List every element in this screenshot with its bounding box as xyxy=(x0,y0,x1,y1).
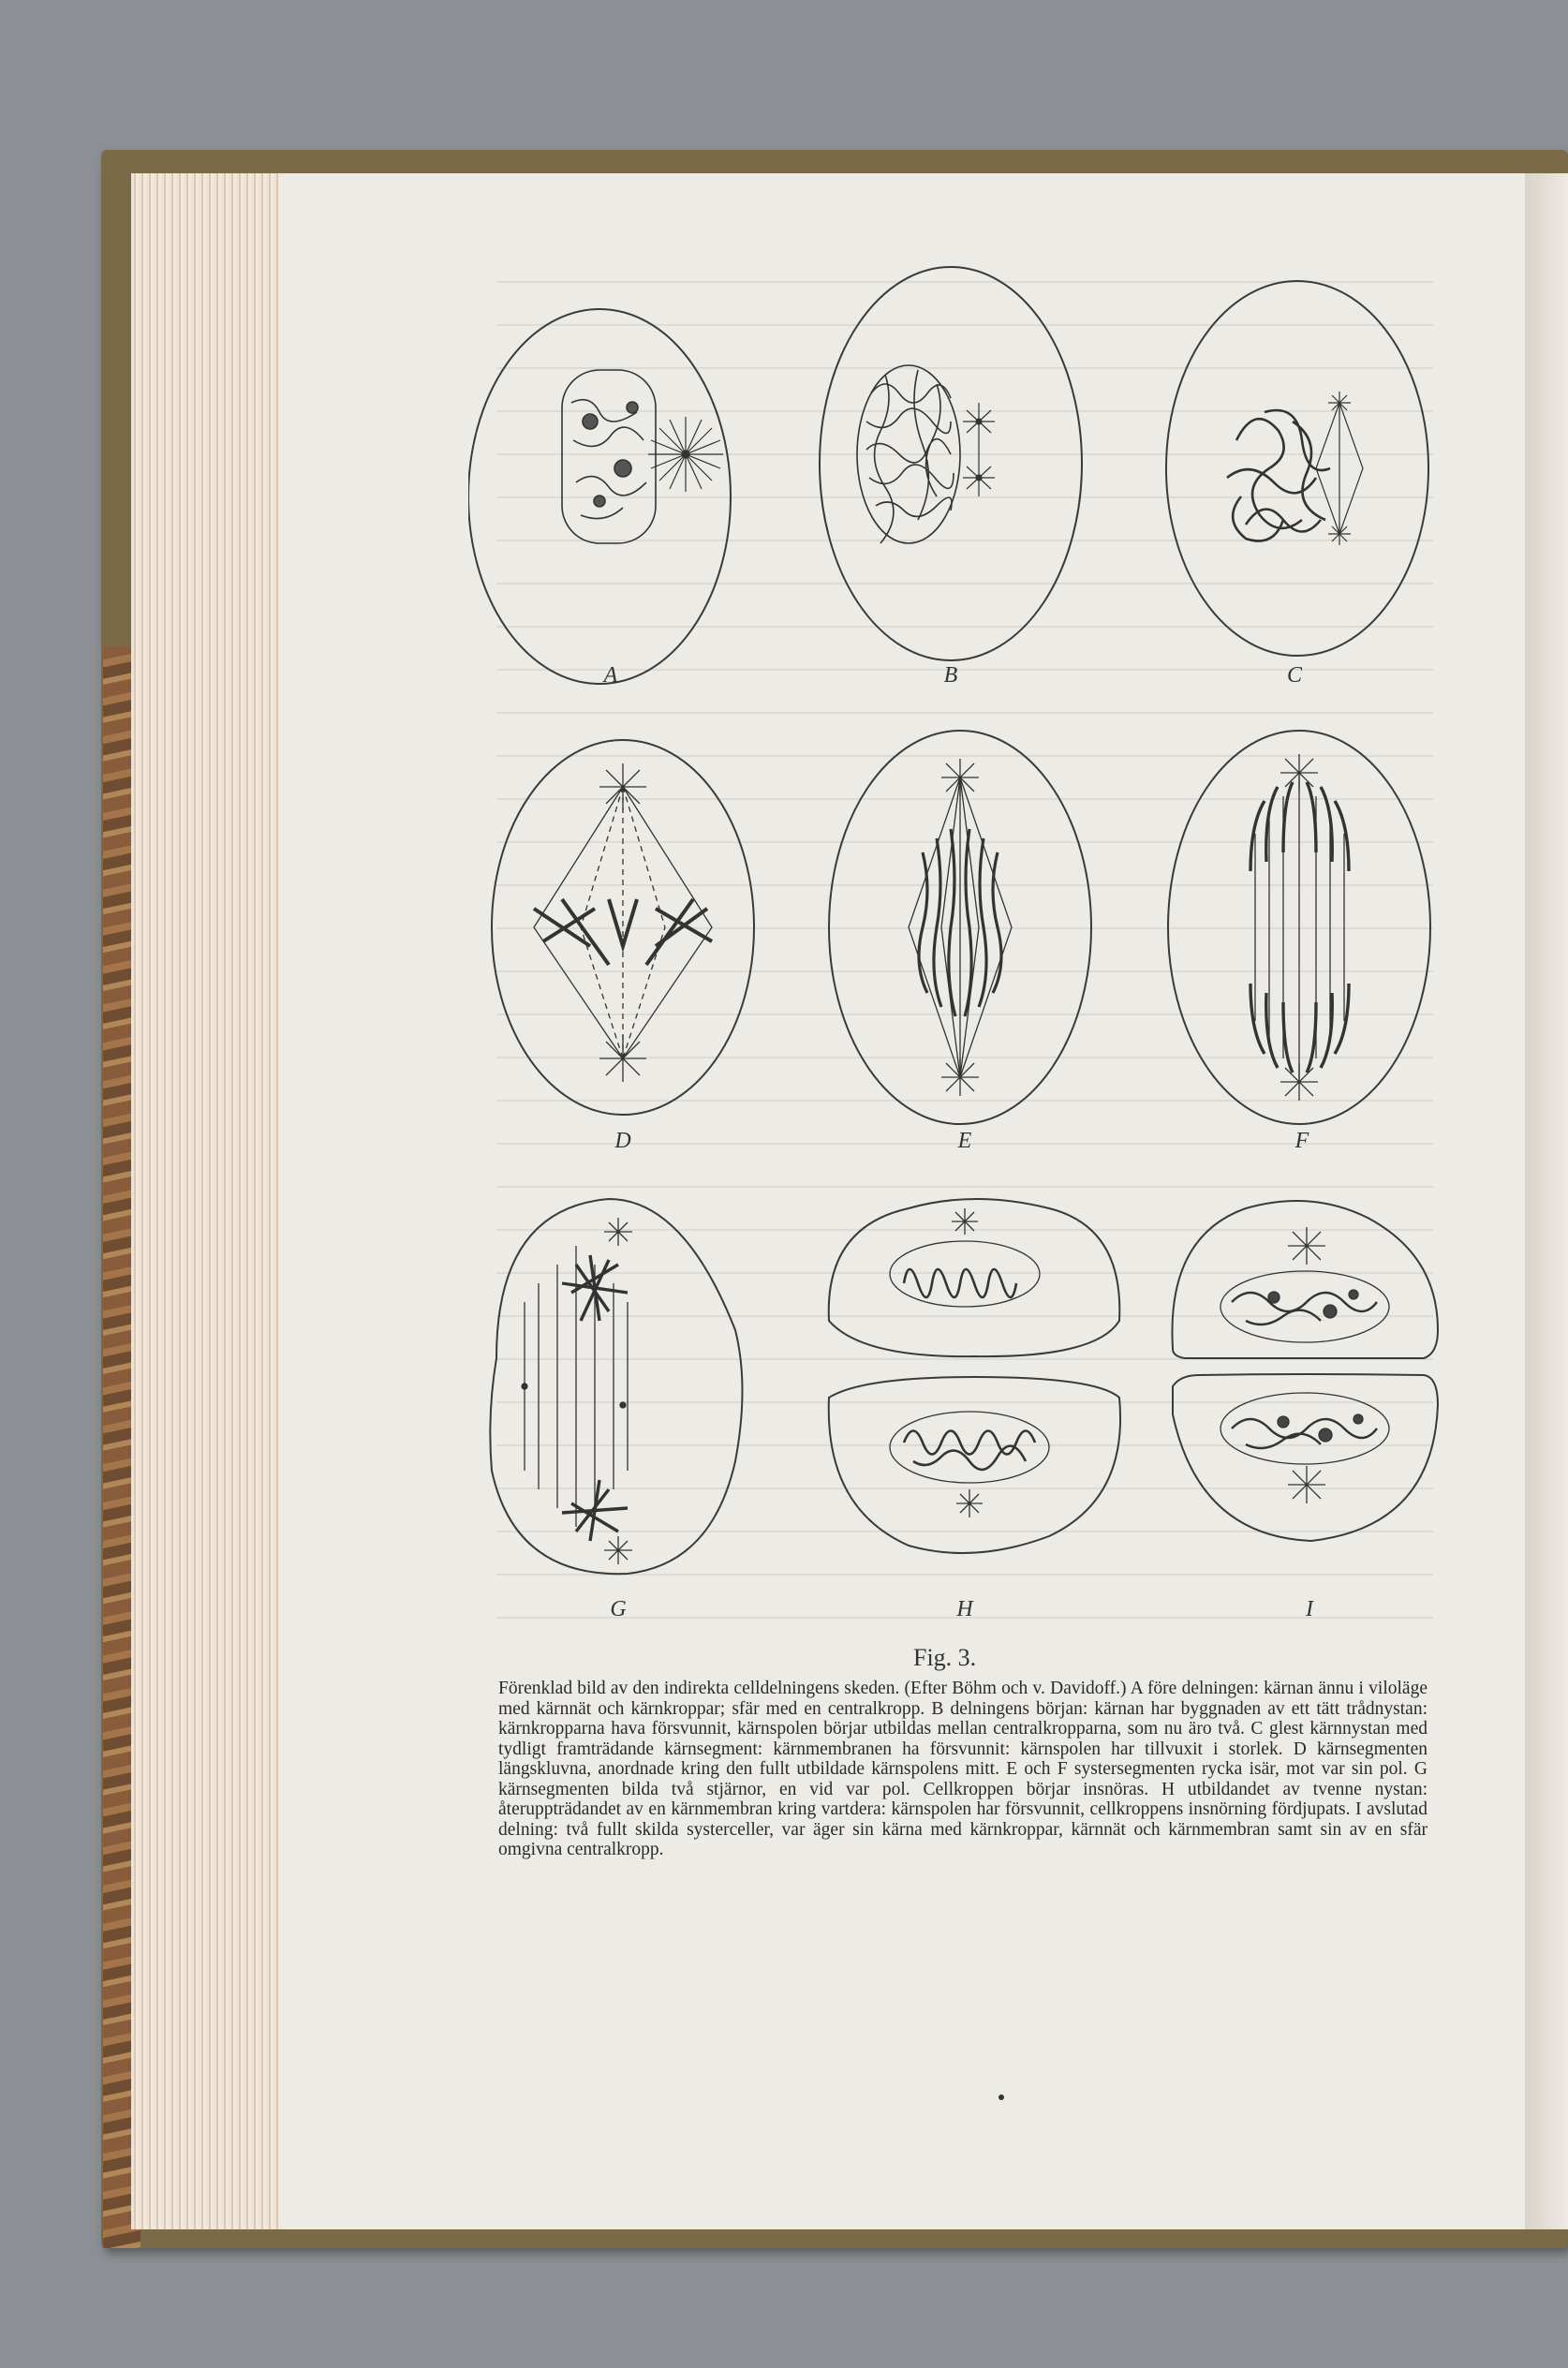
nucleus-h-bottom xyxy=(890,1412,1049,1483)
figure-caption: Förenklad bild av den indirekta celldelningens skeden. (Efter Böhm och v. Davidoff.) A före delningen: kärnan ännu i viloläge med kärnnät och kärnkroppar; sfär med en centralkropp. B delningens början: kärnan har byggnaden av ett tätt trådnystan: kärnkropparna hava försvunnit, kärnspolen börjar utbildas mellan centralkropparna, som nu äro två. C glest kärnnystan med tydligt framträdande kärnsegment: kärnmembranen ha försvunnit: kärnspolen har tillvuxit i storlek. D kärnsegmenten längskluvna, anordnade kring den fullt utbildade kärnspolens mitt. E och F systersegmenten rycka isär, mot var sin pol. G kärnsegmenten bilda två stjärnor, en vid var pol. Cellkroppen börjar insnöras. H utbildandet av tvenne nystan: återuppträdandet av en kärnmembran kring vartdera: kärnspolen har försvunnit, cellkroppens insnörning fördjupats. I avslutad delning: två fullt skilda systerceller, var äger sin kärna med kärnkroppar, kärnnät och kärnmembran samt sin av en sfär omgivna centralkropp. xyxy=(498,1679,1427,1859)
page-speck xyxy=(998,2094,1004,2100)
cell-g-outline xyxy=(490,1199,742,1574)
mitosis-figure xyxy=(468,253,1452,1602)
cell-label-c: C xyxy=(1286,663,1302,688)
cell-i-outline-top xyxy=(1172,1201,1438,1358)
cell-label-d: D xyxy=(614,1129,631,1153)
aster-b xyxy=(963,403,995,496)
page-edges xyxy=(131,173,290,2229)
nucleus-a xyxy=(562,370,656,543)
aster-a xyxy=(648,417,723,492)
cell-label-f: F xyxy=(1294,1129,1309,1153)
cell-h-outline-top xyxy=(829,1199,1120,1356)
spindle-g xyxy=(525,1246,628,1527)
cell-label-g: G xyxy=(610,1597,627,1621)
nucleus-h-top xyxy=(890,1241,1040,1307)
cell-label-b: B xyxy=(943,663,958,688)
nucleus-i-bottom xyxy=(1220,1393,1389,1464)
cell-h-outline-bottom xyxy=(829,1377,1120,1553)
chromosomes-c xyxy=(1227,410,1330,541)
cell-b-outline xyxy=(820,267,1082,660)
cell-label-e: E xyxy=(957,1129,972,1153)
figure-label: Fig. 3. xyxy=(913,1644,977,1671)
next-page-edge xyxy=(1525,173,1568,2229)
cell-label-i: I xyxy=(1306,1597,1313,1621)
aster-i-top xyxy=(1288,1227,1325,1265)
cell-c-outline xyxy=(1166,281,1428,656)
cell-label-a: A xyxy=(603,663,618,688)
cell-label-h: H xyxy=(956,1597,973,1621)
aster-i-bottom xyxy=(1288,1466,1325,1503)
cell-i-outline-bottom xyxy=(1173,1374,1438,1541)
nucleus-i-top xyxy=(1220,1271,1389,1342)
